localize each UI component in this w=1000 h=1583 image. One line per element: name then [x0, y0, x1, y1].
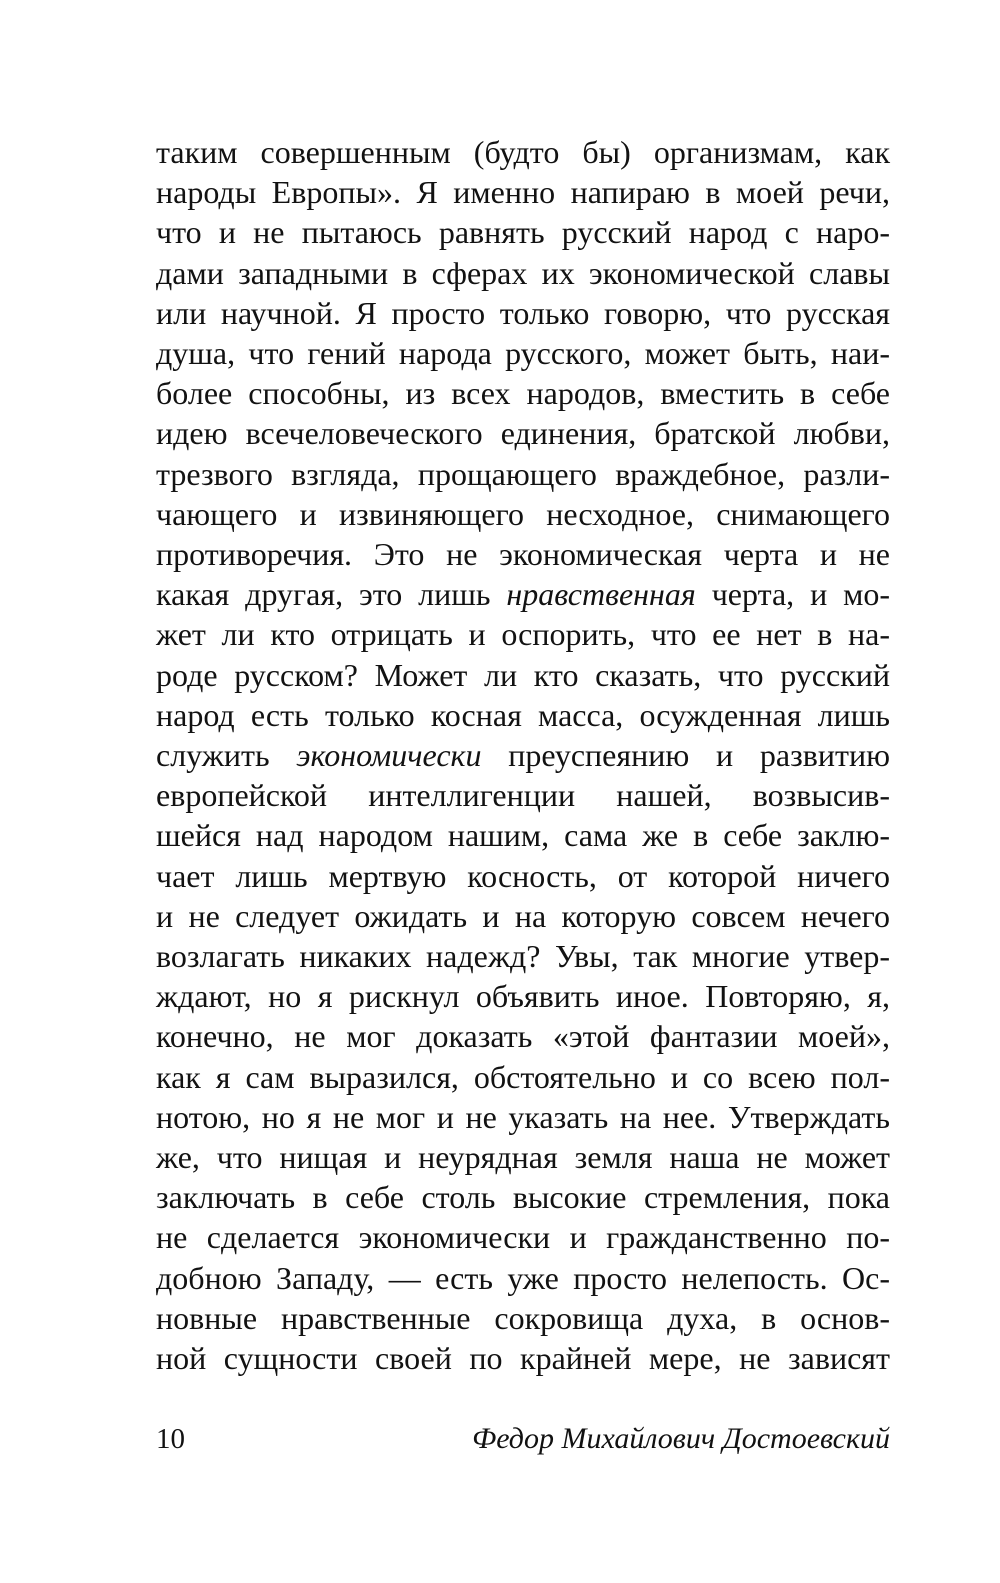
- text-line: [156, 172, 890, 212]
- text-run: какая другая, это лишь: [156, 576, 507, 613]
- text-line: [156, 373, 890, 413]
- text-run: или научной. Я просто только говорю, что русская: [156, 294, 890, 331]
- text-line: [156, 293, 890, 333]
- text-run: черта, и мо-: [695, 576, 891, 613]
- text-run: и не следует ожидать и на которую совсем нечего: [156, 897, 890, 934]
- text-line: [156, 614, 890, 654]
- text-run: конечно, не мог доказать «этой фантазии моей»,: [156, 1018, 890, 1055]
- text-run: более способны, из всех народов, вместить в себе: [156, 375, 890, 412]
- text-line: [156, 494, 890, 534]
- text-run: европейской интеллигенции нашей, возвысив-: [156, 777, 890, 814]
- text-line: [156, 655, 890, 695]
- text-line: [156, 695, 890, 735]
- text-run: заключать в себе столь высокие стремления, пока: [156, 1179, 890, 1216]
- text-line: [156, 333, 890, 373]
- text-run: народ есть только косная масса, осужденная лишь: [156, 696, 890, 733]
- text-line: [156, 936, 890, 976]
- text-run: идею всечеловеческого единения, братской любви,: [156, 415, 890, 452]
- text-run: возлагать никаких надежд? Увы, так многие утвер-: [156, 938, 890, 975]
- text-run: же, что нищая и неурядная земля наша не может: [156, 1139, 890, 1176]
- text-line: [156, 1217, 890, 1257]
- text-line: [156, 413, 890, 453]
- text-line: [156, 1177, 890, 1217]
- text-run: новные нравственные сокровища духа, в основ-: [156, 1299, 890, 1336]
- text-line: [156, 1016, 890, 1056]
- text-run: чающего и извиняющего несходное, снимающего: [156, 495, 890, 532]
- running-footer-author: Федор Михайлович Достоевский: [472, 1422, 890, 1455]
- text-run: что и не пытаюсь равнять русский народ с наро-: [156, 214, 890, 251]
- text-line: [156, 775, 890, 815]
- text-run: таким совершенным (будто бы) организмам, как: [156, 134, 890, 170]
- text-line: [156, 574, 890, 614]
- text-line: [156, 735, 890, 775]
- page-footer: [156, 1422, 890, 1456]
- text-line: [156, 1137, 890, 1177]
- text-run: нотою, но я не мог и не указать на нее. Утверждать: [156, 1098, 890, 1135]
- text-line: [156, 1298, 890, 1338]
- text-run: служить: [156, 737, 297, 774]
- page-number: 10: [156, 1423, 185, 1455]
- text-line: [156, 454, 890, 494]
- text-run: душа, что гений народа русского, может быть, наи-: [156, 335, 890, 372]
- text-run: добною Западу, — есть уже просто нелепость. Ос-: [156, 1259, 890, 1296]
- text-run: ждают, но я рискнул объявить иное. Повторяю, я,: [156, 978, 890, 1015]
- text-line: [156, 132, 890, 172]
- text-run: ной сущности своей по крайней мере, не зависят: [156, 1340, 890, 1377]
- text-run: преуспеянию и развитию: [481, 737, 890, 774]
- text-run: трезвого взгляда, прощающего враждебное, разли-: [156, 455, 890, 492]
- text-line: [156, 1258, 890, 1298]
- text-run: роде русском? Может ли кто сказать, что русский: [156, 656, 890, 693]
- text-run: чает лишь мертвую косность, от которой ничего: [156, 857, 890, 894]
- text-line: [156, 1097, 890, 1137]
- emphasized-text-run: экономически: [296, 737, 482, 774]
- text-run: как я сам выразился, обстоятельно и со всею пол-: [156, 1058, 890, 1095]
- text-line: [156, 534, 890, 574]
- text-line: [156, 1057, 890, 1097]
- text-line: [156, 856, 890, 896]
- text-run: шейся над народом нашим, сама же в себе заклю-: [156, 817, 890, 854]
- text-line: [156, 1338, 890, 1378]
- text-line: [156, 253, 890, 293]
- text-run: противоречия. Это не экономическая черта и не: [156, 536, 890, 573]
- text-run: жет ли кто отрицать и оспорить, что ее нет в на-: [156, 616, 890, 653]
- text-line: [156, 896, 890, 936]
- text-run: народы Европы». Я именно напираю в моей речи,: [156, 174, 890, 211]
- text-line: [156, 212, 890, 252]
- text-line: [156, 976, 890, 1016]
- text-line: [156, 815, 890, 855]
- body-paragraph: [156, 132, 890, 1378]
- emphasized-text-run: нравственная: [506, 576, 696, 613]
- text-run: не сделается экономически и гражданственно по-: [156, 1219, 890, 1256]
- text-run: дами западными в сферах их экономической славы: [156, 254, 890, 291]
